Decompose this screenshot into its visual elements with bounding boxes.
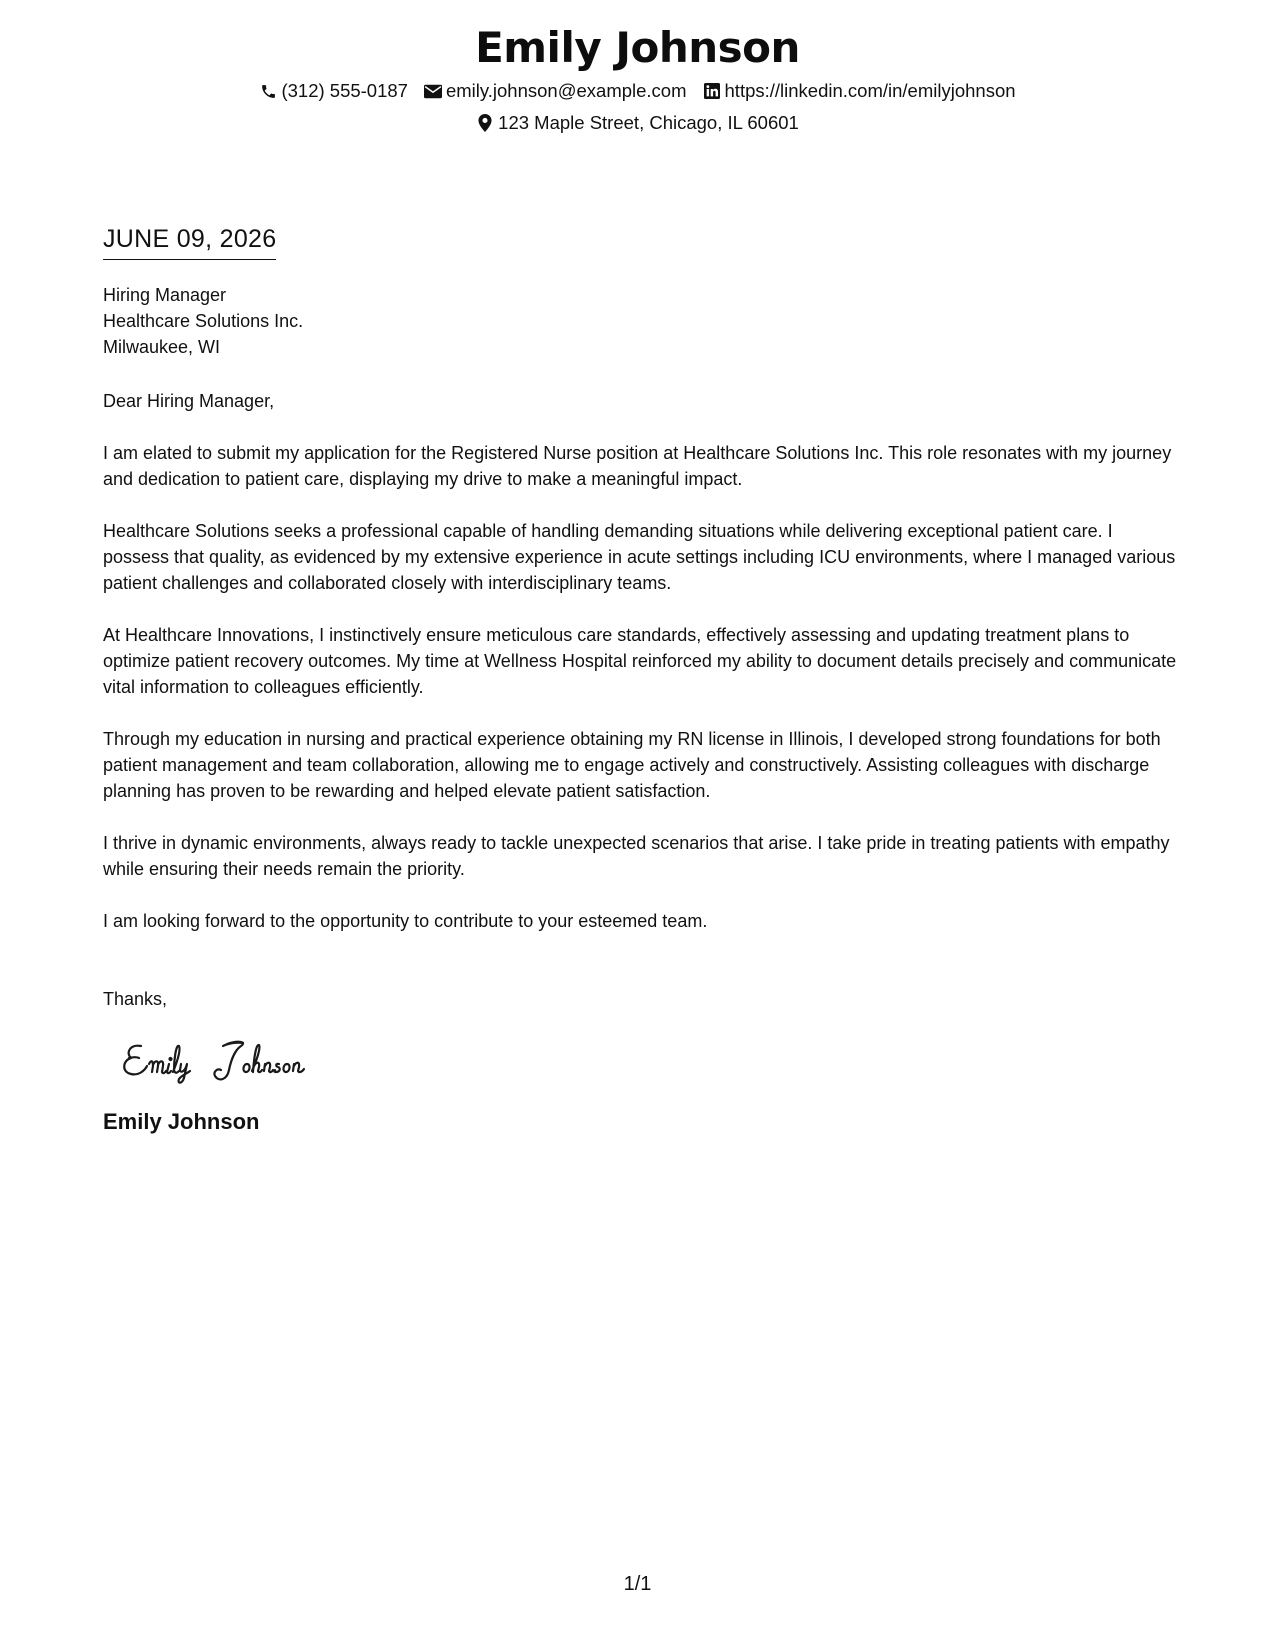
- body-paragraph: I am looking forward to the opportunity to contribute to your esteemed team.: [103, 911, 708, 931]
- signer-name: Emily Johnson: [103, 1109, 260, 1134]
- page-number: 1/1: [623, 1573, 652, 1595]
- linkedin-icon: [703, 82, 721, 100]
- contact-row: [0, 79, 1275, 103]
- letter-body: [103, 222, 1178, 1136]
- map-pin-icon: [476, 114, 494, 132]
- address-text: 123 Maple Street, Chicago, IL 60601: [498, 112, 799, 133]
- recipient-company: Healthcare Solutions Inc.: [103, 311, 304, 331]
- closing: Thanks,: [103, 989, 168, 1009]
- email-text[interactable]: emily.johnson@example.com: [445, 80, 687, 101]
- handwritten-signature: [119, 1034, 1178, 1088]
- body-paragraph: I thrive in dynamic environments, always ready to tackle unexpected scenarios that arise. I take pride in treating patients with empathy while ensuring their needs remain the priority.: [103, 833, 1170, 879]
- phone-icon: [259, 82, 277, 100]
- contact-address: [476, 111, 799, 135]
- recipient-block: [103, 282, 1178, 360]
- body-paragraph: Through my education in nursing and practical experience obtaining my RN license in Illinois, I developed strong foundations for both patient management and team collaboration, allowing me to engage actively and constructively. Assisting colleagues with discharge planning has proven to be rewarding and helped elevate patient satisfaction.: [103, 729, 1161, 801]
- body-paragraph: Healthcare Solutions seeks a professional capable of handling demanding situations while delivering exceptional patient care. I possess that quality, as evidenced by my extensive experience in acute settings including ICU environments, where I managed various patient challenges and collaborated closely with interdisciplinary teams.: [103, 521, 1176, 593]
- body-paragraph: At Healthcare Innovations, I instinctively ensure meticulous care standards, effectively assessing and updating treatment plans to optimize patient recovery outcomes. My time at Wellness Hospital reinforced my ability to document details precisely and communicate vital information to colleagues efficiently.: [103, 625, 1177, 697]
- linkedin-text[interactable]: https://linkedin.com/in/emilyjohnson: [724, 80, 1016, 101]
- applicant-name: Emily Johnson: [475, 23, 800, 72]
- letter-date: JUNE 09, 2026: [103, 222, 276, 260]
- recipient-location: Milwaukee, WI: [103, 337, 221, 357]
- salutation: Dear Hiring Manager,: [103, 391, 275, 411]
- recipient-title: Hiring Manager: [103, 285, 227, 305]
- letter-header: [0, 20, 1275, 135]
- contact-phone: [259, 79, 408, 103]
- contact-email[interactable]: [424, 79, 687, 103]
- address-row: [0, 111, 1275, 135]
- phone-text: (312) 555-0187: [281, 80, 408, 101]
- contact-linkedin[interactable]: [703, 79, 1016, 103]
- envelope-icon: [424, 82, 442, 100]
- body-paragraph: I am elated to submit my application for the Registered Nurse position at Healthcare Solutions Inc. This role resonates with my journey and dedication to patient care, displaying my drive to make a meaningful impact.: [103, 443, 1172, 489]
